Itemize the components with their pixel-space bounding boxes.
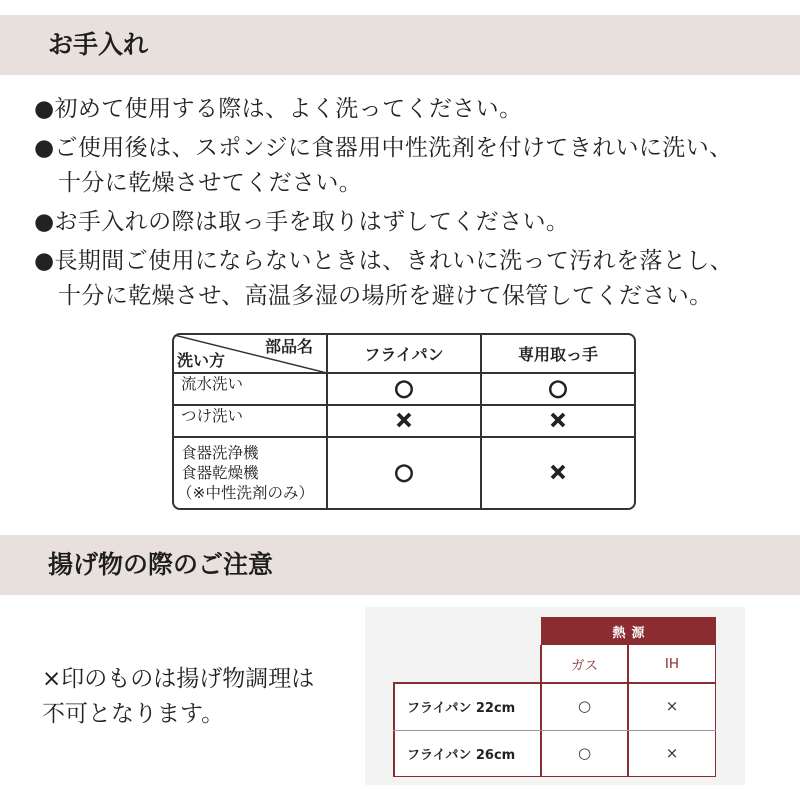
column-header-gas: ガス [541,645,628,683]
compatibility-mark: ○ [394,376,414,401]
list-item-line: ●お手入れの際は取っ手を取りはずしてください。 [34,209,570,235]
frying-note [42,662,352,732]
compatibility-mark: × [548,408,568,433]
compatibility-mark: × [548,460,568,485]
corner-header-parts: 部品名 [265,337,314,356]
corner-header-method: 洗い方 [177,351,226,370]
table-cell [328,406,480,436]
table-column-divider [540,645,542,777]
column-header-handle: 専用取っ手 [517,345,598,364]
method-label: つけ洗い [181,407,244,425]
compatibility-mark: × [665,697,679,715]
table-row-divider [393,730,716,731]
table-cell [628,730,716,777]
compatibility-mark: ○ [548,376,568,401]
column-header-ih: IH [628,645,716,683]
table-row-label: フライパン 22cm [407,701,516,716]
table-cell [482,374,634,404]
table-row-label: フライパン 26cm [407,748,516,763]
care-instructions-list [34,92,794,318]
list-item [34,244,794,314]
table-bottom-border [393,776,716,778]
table-column-divider [627,645,629,777]
frying-section-band [0,535,800,595]
compatibility-mark: ○ [577,697,592,715]
list-item [34,131,794,201]
list-item-line: ●ご使用後は、スポンジに食器用中性洗剤を付けてきれいに洗い、 [34,135,733,161]
note-line: 不可となります。 [42,701,225,727]
table-cell [328,374,480,404]
method-label: 流水洗い [181,375,244,393]
compatibility-mark: ○ [577,744,592,762]
list-item [34,205,794,240]
care-section-title: お手入れ [48,30,149,59]
table-row-label [174,406,326,436]
column-header-frypan: フライパン [364,345,444,364]
compatibility-mark: × [665,744,679,762]
table-row-label [174,438,326,508]
compatibility-mark: ○ [394,460,414,485]
frying-section-title: 揚げ物の際のご注意 [48,550,274,579]
note-line: ×印のものは揚げ物調理は [42,666,315,692]
list-item-line-continued: 十分に乾燥させ、高温多湿の場所を避けて保管してください。 [58,283,713,309]
list-item-line-continued: 十分に乾燥させてください。 [58,170,363,196]
method-label: 食器洗浄機 [181,444,259,462]
heat-source-table [393,617,716,777]
method-note: （※中性洗剤のみ） [177,484,314,502]
table-cell [482,406,634,436]
table-header-divider [393,682,716,684]
care-section-band [0,15,800,75]
method-label: 食器乾燥機 [181,464,259,482]
table-cell [328,438,480,508]
table-cell [482,438,634,508]
table-row-label [174,374,326,404]
table-cell [541,683,628,730]
table-right-border [715,645,717,777]
wash-method-table [172,333,636,510]
compatibility-mark: × [394,408,414,433]
list-item-line: ●初めて使用する際は、よく洗ってください。 [34,96,523,122]
list-item [34,92,794,127]
heat-source-header: 熱源 [541,617,716,645]
list-item-line: ●長期間ご使用にならないときは、きれいに洗って汚れを落とし、 [34,248,734,274]
table-cell [628,683,716,730]
table-cell [541,730,628,777]
